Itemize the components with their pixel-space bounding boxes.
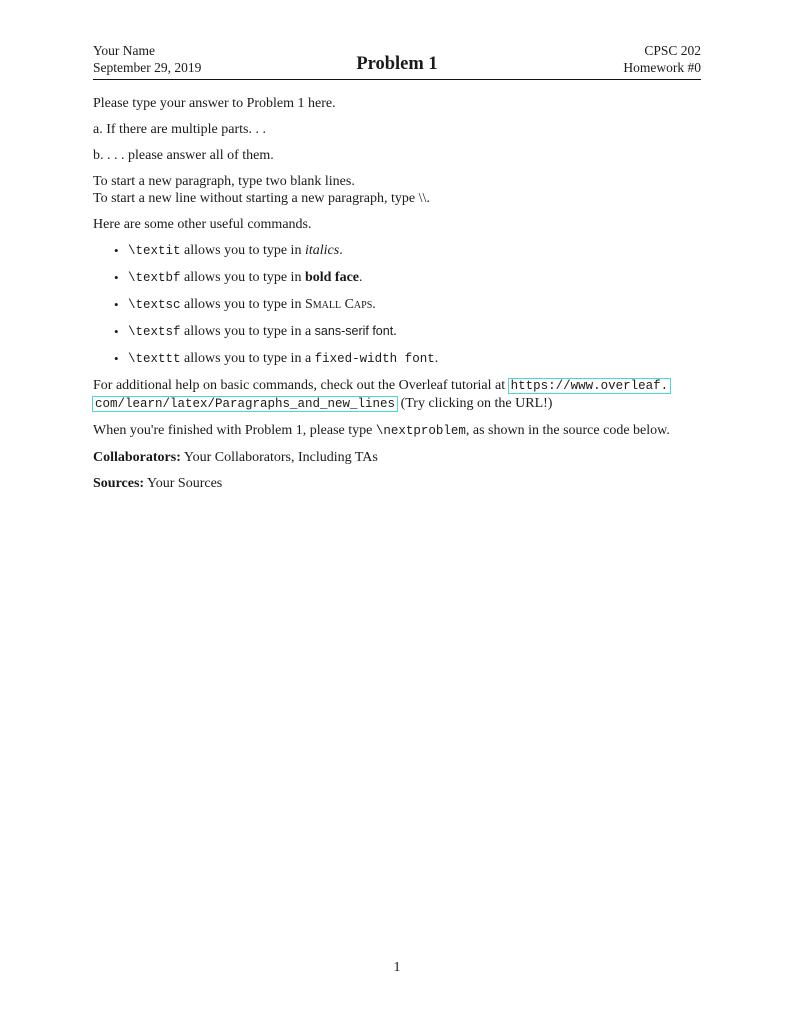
header-date: September 29, 2019 xyxy=(93,60,202,75)
bullet-icon: • xyxy=(114,351,119,366)
finish-prefix: When you're finished with Problem 1, please type xyxy=(93,423,376,438)
list-item xyxy=(114,269,701,287)
collaborators-value: Your Collaborators, Including TAs xyxy=(180,450,378,465)
newpara-line-2-prefix: To start a new line without starting a new paragraph, type xyxy=(93,191,419,206)
finish-paragraph xyxy=(93,422,701,440)
document-body xyxy=(93,95,701,492)
command-name: \textbf xyxy=(128,271,181,285)
bullet-icon: • xyxy=(114,324,119,339)
author-name: Your Name xyxy=(93,43,156,58)
sources-value: Your Sources xyxy=(144,476,223,491)
overleaf-tutorial-link-continued[interactable]: com/learn/latex/Paragraphs_and_new_lines xyxy=(95,397,396,411)
bullet-icon: • xyxy=(114,270,119,285)
newpara-line-1: To start a new paragraph, type two blank lines. xyxy=(93,174,355,189)
list-item xyxy=(114,296,701,314)
command-desc: allows you to type in a xyxy=(180,351,315,366)
assignment-name: Homework #0 xyxy=(623,60,701,75)
part-a-paragraph: a. If there are multiple parts. . . xyxy=(93,122,266,137)
command-desc: allows you to type in xyxy=(180,297,305,312)
help-suffix: (Try clicking on the URL!) xyxy=(397,396,553,411)
command-sample: fixed-width font xyxy=(314,352,435,366)
list-item xyxy=(114,242,701,260)
collaborators-label: Collaborators: xyxy=(93,450,181,465)
command-end: . xyxy=(393,324,397,339)
help-prefix: For additional help on basic commands, check out the Overleaf tutorial at xyxy=(93,378,509,393)
page-header xyxy=(93,40,701,80)
command-name: \textsf xyxy=(128,325,181,339)
command-sample: Small Caps xyxy=(304,297,373,312)
bullet-icon: • xyxy=(114,297,119,312)
commands-intro: Here are some other useful commands. xyxy=(93,217,312,232)
command-sample: sans-serif font xyxy=(314,324,394,338)
command-sample: bold face xyxy=(304,270,360,285)
page-number: 1 xyxy=(393,960,401,975)
problem-title: Problem 1 xyxy=(356,54,438,74)
collaborators-line xyxy=(93,449,701,466)
intro-paragraph: Please type your answer to Problem 1 here. xyxy=(93,96,336,111)
newline-command: \\ xyxy=(418,191,427,206)
part-b-paragraph: b. . . . please answer all of them. xyxy=(93,148,274,163)
help-paragraph xyxy=(93,377,701,413)
course-code: CPSC 202 xyxy=(644,43,701,58)
nextproblem-command: \nextproblem xyxy=(375,424,466,438)
command-end: . xyxy=(372,297,376,312)
document-page xyxy=(93,40,701,492)
header-right xyxy=(623,42,701,76)
command-name: \textit xyxy=(128,244,181,258)
newline-instructions xyxy=(93,173,701,207)
newpara-line-2-suffix: . xyxy=(426,191,430,206)
sources-label: Sources: xyxy=(93,476,145,491)
command-sample: italics xyxy=(304,243,340,258)
command-end: . xyxy=(434,351,439,366)
finish-suffix: , as shown in the source code below. xyxy=(465,423,670,438)
command-desc: allows you to type in xyxy=(180,243,305,258)
command-name: \textsc xyxy=(128,298,181,312)
command-end: . xyxy=(339,243,343,258)
command-desc: allows you to type in a xyxy=(180,324,315,339)
list-item xyxy=(114,323,701,341)
command-name: \texttt xyxy=(128,352,181,366)
overleaf-tutorial-link[interactable]: https://www.overleaf. xyxy=(510,379,669,393)
commands-list xyxy=(93,242,701,368)
command-end: . xyxy=(359,270,363,285)
sources-line xyxy=(93,475,701,492)
bullet-icon: • xyxy=(114,243,119,258)
list-item xyxy=(114,350,701,368)
command-desc: allows you to type in xyxy=(180,270,305,285)
